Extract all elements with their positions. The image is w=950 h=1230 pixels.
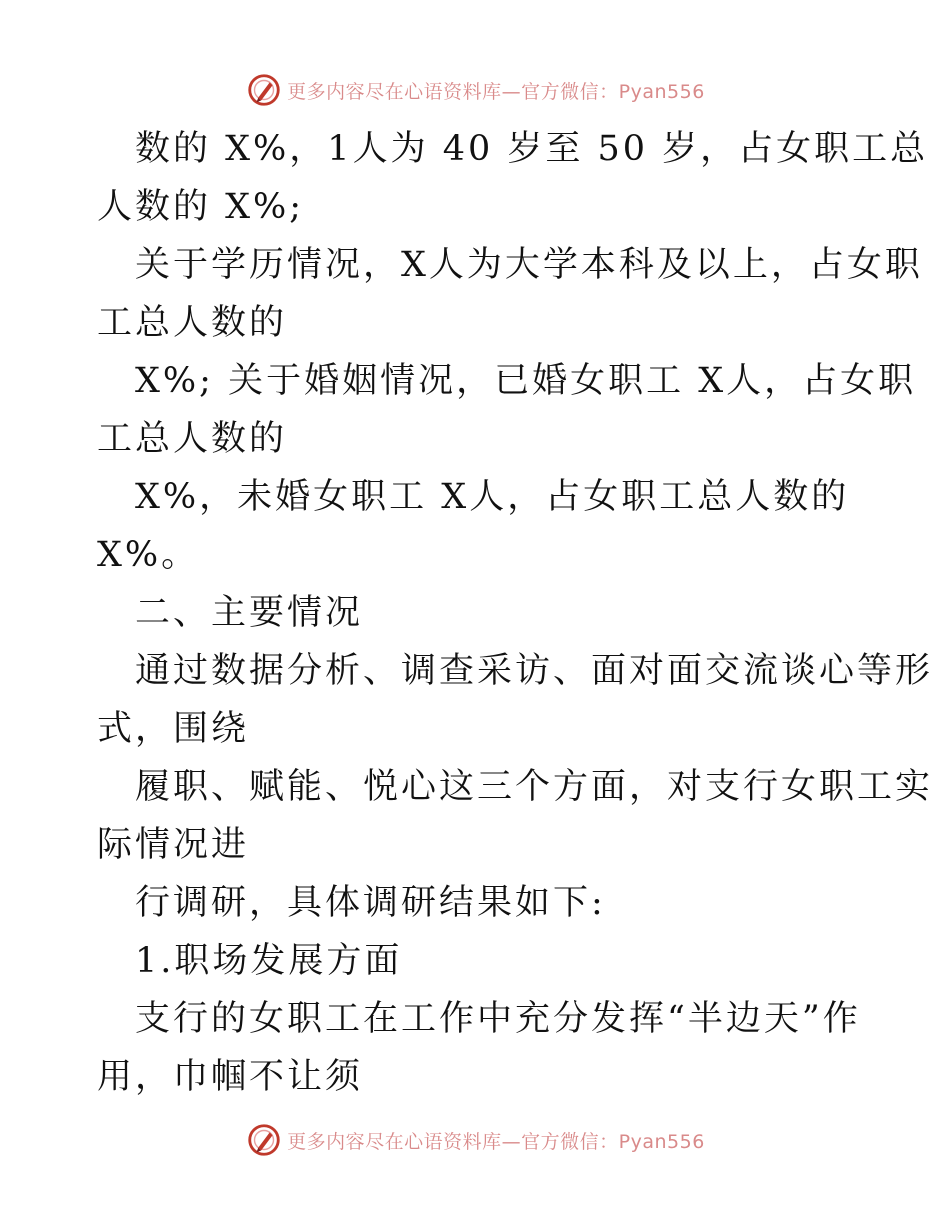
watermark-text: 更多内容尽在心语资料库—官方微信：Pyan556 <box>287 1130 705 1153</box>
text-line: X%，未婚女职工 X人，占女职工总人数的 <box>135 477 850 517</box>
pen-nib-circle-icon <box>245 71 283 109</box>
text-line: 工总人数的 <box>97 419 288 459</box>
text-line: 式，围绕 <box>97 709 250 749</box>
text-line: 行调研，具体调研结果如下: <box>135 883 606 923</box>
subsection-heading: 1.职场发展方面 <box>135 941 403 981</box>
watermark-text: 更多内容尽在心语资料库—官方微信：Pyan556 <box>287 80 705 103</box>
text-line: 数的 X%，1人为 40 岁至 50 岁，占女职工总 <box>135 129 929 169</box>
pen-nib-circle-icon <box>245 1121 283 1159</box>
text-line: 履职、赋能、悦心这三个方面，对支行女职工实 <box>135 767 934 807</box>
text-line: 关于学历情况，X人为大学本科及以上，占女职 <box>135 245 923 285</box>
footer-watermark <box>0 1120 950 1160</box>
text-line: 工总人数的 <box>97 303 288 343</box>
text-line: 人数的 X%; <box>97 187 305 227</box>
header-watermark <box>0 70 950 110</box>
text-line: X%。 <box>97 535 200 575</box>
text-line: 际情况进 <box>97 825 250 865</box>
text-line: 支行的女职工在工作中充分发挥“半边天”作 <box>135 999 861 1039</box>
section-heading: 二、主要情况 <box>135 593 364 633</box>
text-line: 用，巾帼不让须 <box>97 1057 364 1097</box>
text-line: X%; 关于婚姻情况，已婚女职工 X人，占女职 <box>135 361 917 401</box>
text-line: 通过数据分析、调查采访、面对面交流谈心等形 <box>135 651 934 691</box>
